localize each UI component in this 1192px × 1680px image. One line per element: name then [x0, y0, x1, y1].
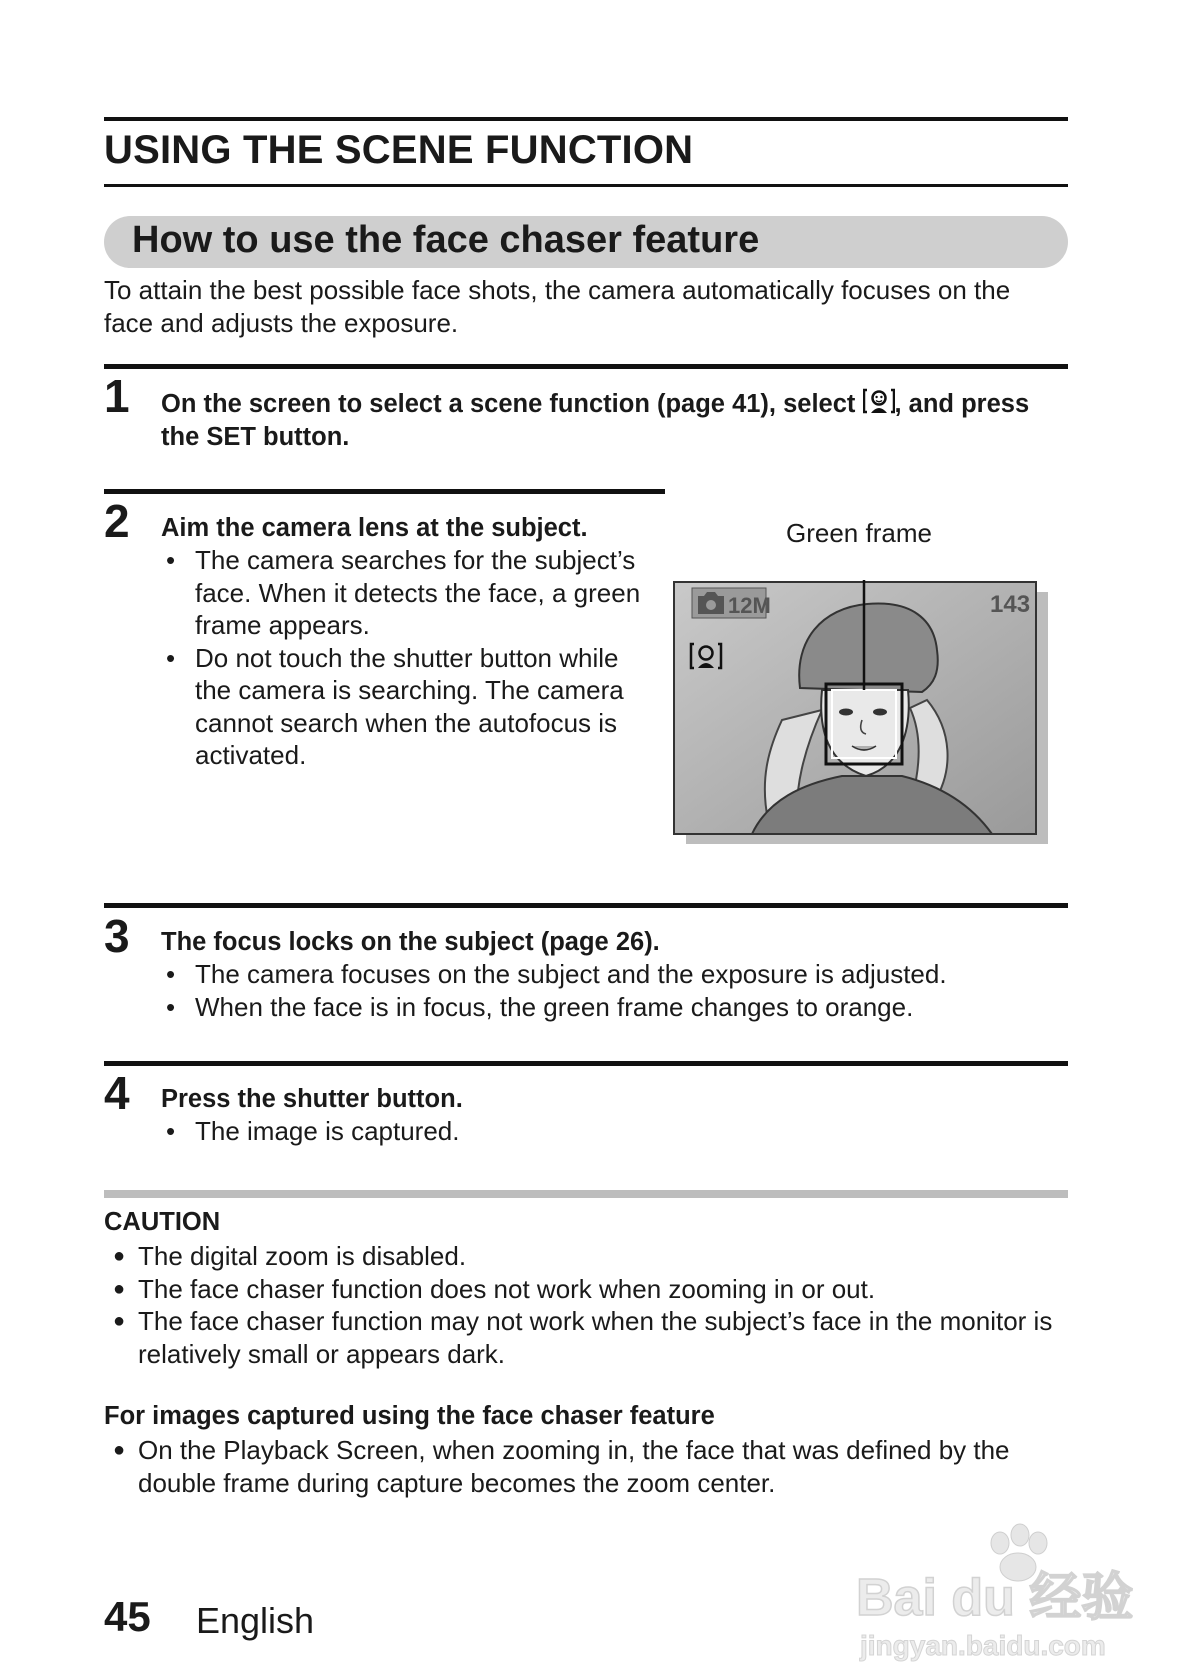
bullet-marker: ● [113, 1277, 126, 1300]
caution-item-text: The digital zoom is disabled. [138, 1241, 467, 1271]
step-1-rule [104, 364, 1068, 369]
bullet-marker: • [166, 1116, 176, 1146]
title-top-rule [104, 117, 1068, 121]
step-1-heading-part2: , and press the SET button. [161, 390, 1030, 451]
step-2-bullet-text: Do not touch the shutter button while the camera is searching. The camera cannot search when the autofocus is activated. [195, 642, 624, 770]
step-2-bullet-text: The camera searches for the subject’s face. When it detects the face, a green frame appears. [195, 545, 641, 640]
watermark-brand: Bai du 经验 [856, 1569, 1134, 1627]
note-title: For images captured using the face chaser feature [104, 1402, 715, 1430]
step-1-number: 1 [104, 370, 130, 422]
shots-remaining-counter: 143 [990, 591, 1031, 618]
step-3-number: 3 [104, 910, 130, 962]
face-chaser-mode-icon [863, 386, 895, 416]
caution-rule [104, 1190, 1068, 1198]
step-3-bullet-text: The camera focuses on the subject and the exposure is adjusted. [195, 959, 947, 989]
caution-list [104, 1240, 1064, 1370]
bullet-marker: • [166, 959, 176, 989]
step-4-bullet-list [161, 1115, 1061, 1148]
step-4-number: 4 [104, 1067, 130, 1119]
step-4-bullet-text: The image is captured. [195, 1116, 460, 1146]
baidu-watermark [850, 1515, 1140, 1665]
list-item [161, 958, 1061, 991]
step-2-heading: Aim the camera lens at the subject. [161, 514, 588, 542]
intro-paragraph: To attain the best possible face shots, the camera automatically focuses on the face and adjusts the exposure. [104, 275, 1011, 338]
bullet-marker: ● [113, 1439, 126, 1461]
note-item-text: On the Playback Screen, when zooming in, the face that was defined by the double frame during capture becomes the zoom center. [138, 1435, 1010, 1498]
watermark-url: jingyan.baidu.com [860, 1630, 1106, 1661]
caution-title: CAUTION [104, 1208, 221, 1236]
bullet-marker: ● [113, 1310, 126, 1332]
section-title: How to use the face chaser feature [132, 219, 760, 261]
list-item [161, 544, 661, 642]
step-2-number: 2 [104, 495, 130, 547]
list-item [161, 991, 1061, 1024]
bullet-marker: • [166, 991, 176, 1022]
step-2-bullet-list [161, 544, 661, 772]
figure-callout-label: Green frame [786, 518, 932, 548]
list-item [104, 1240, 1064, 1273]
step-1-heading [161, 386, 1071, 453]
step-3-bullet-text: When the face is in focus, the green frame changes to orange. [195, 991, 914, 1022]
caution-item-text: The face chaser function may not work when the subject’s face in the monitor is relatively small or appears dark. [138, 1306, 1053, 1369]
list-item [161, 642, 661, 772]
page-language: English [196, 1600, 315, 1641]
subject-left-eye [839, 709, 853, 716]
camera-monitor-illustration [672, 580, 1072, 860]
resolution-indicator: 12M [728, 593, 771, 618]
list-item [161, 1115, 1061, 1148]
bullet-marker: ● [113, 1245, 126, 1267]
page-title: USING THE SCENE FUNCTION [104, 128, 694, 172]
step-3-bullet-list [161, 958, 1061, 1023]
step-3-rule [104, 903, 1068, 908]
note-list [104, 1434, 1064, 1499]
step-4-rule [104, 1061, 1068, 1066]
caution-item-text: The face chaser function does not work when zooming in or out. [138, 1273, 876, 1304]
list-item [104, 1434, 1064, 1499]
page-number: 45 [104, 1593, 151, 1640]
step-2-rule [104, 489, 665, 494]
step-4-heading: Press the shutter button. [161, 1085, 463, 1113]
subject-right-eye [873, 709, 887, 716]
list-item [104, 1273, 1064, 1306]
bullet-marker: • [166, 545, 176, 575]
title-bottom-rule [104, 184, 1068, 187]
bullet-marker: • [166, 642, 176, 673]
list-item [104, 1305, 1064, 1370]
step-3-heading: The focus locks on the subject (page 26). [161, 928, 660, 956]
step-1-heading-part1: On the screen to select a scene function (page 41), select [161, 390, 856, 418]
